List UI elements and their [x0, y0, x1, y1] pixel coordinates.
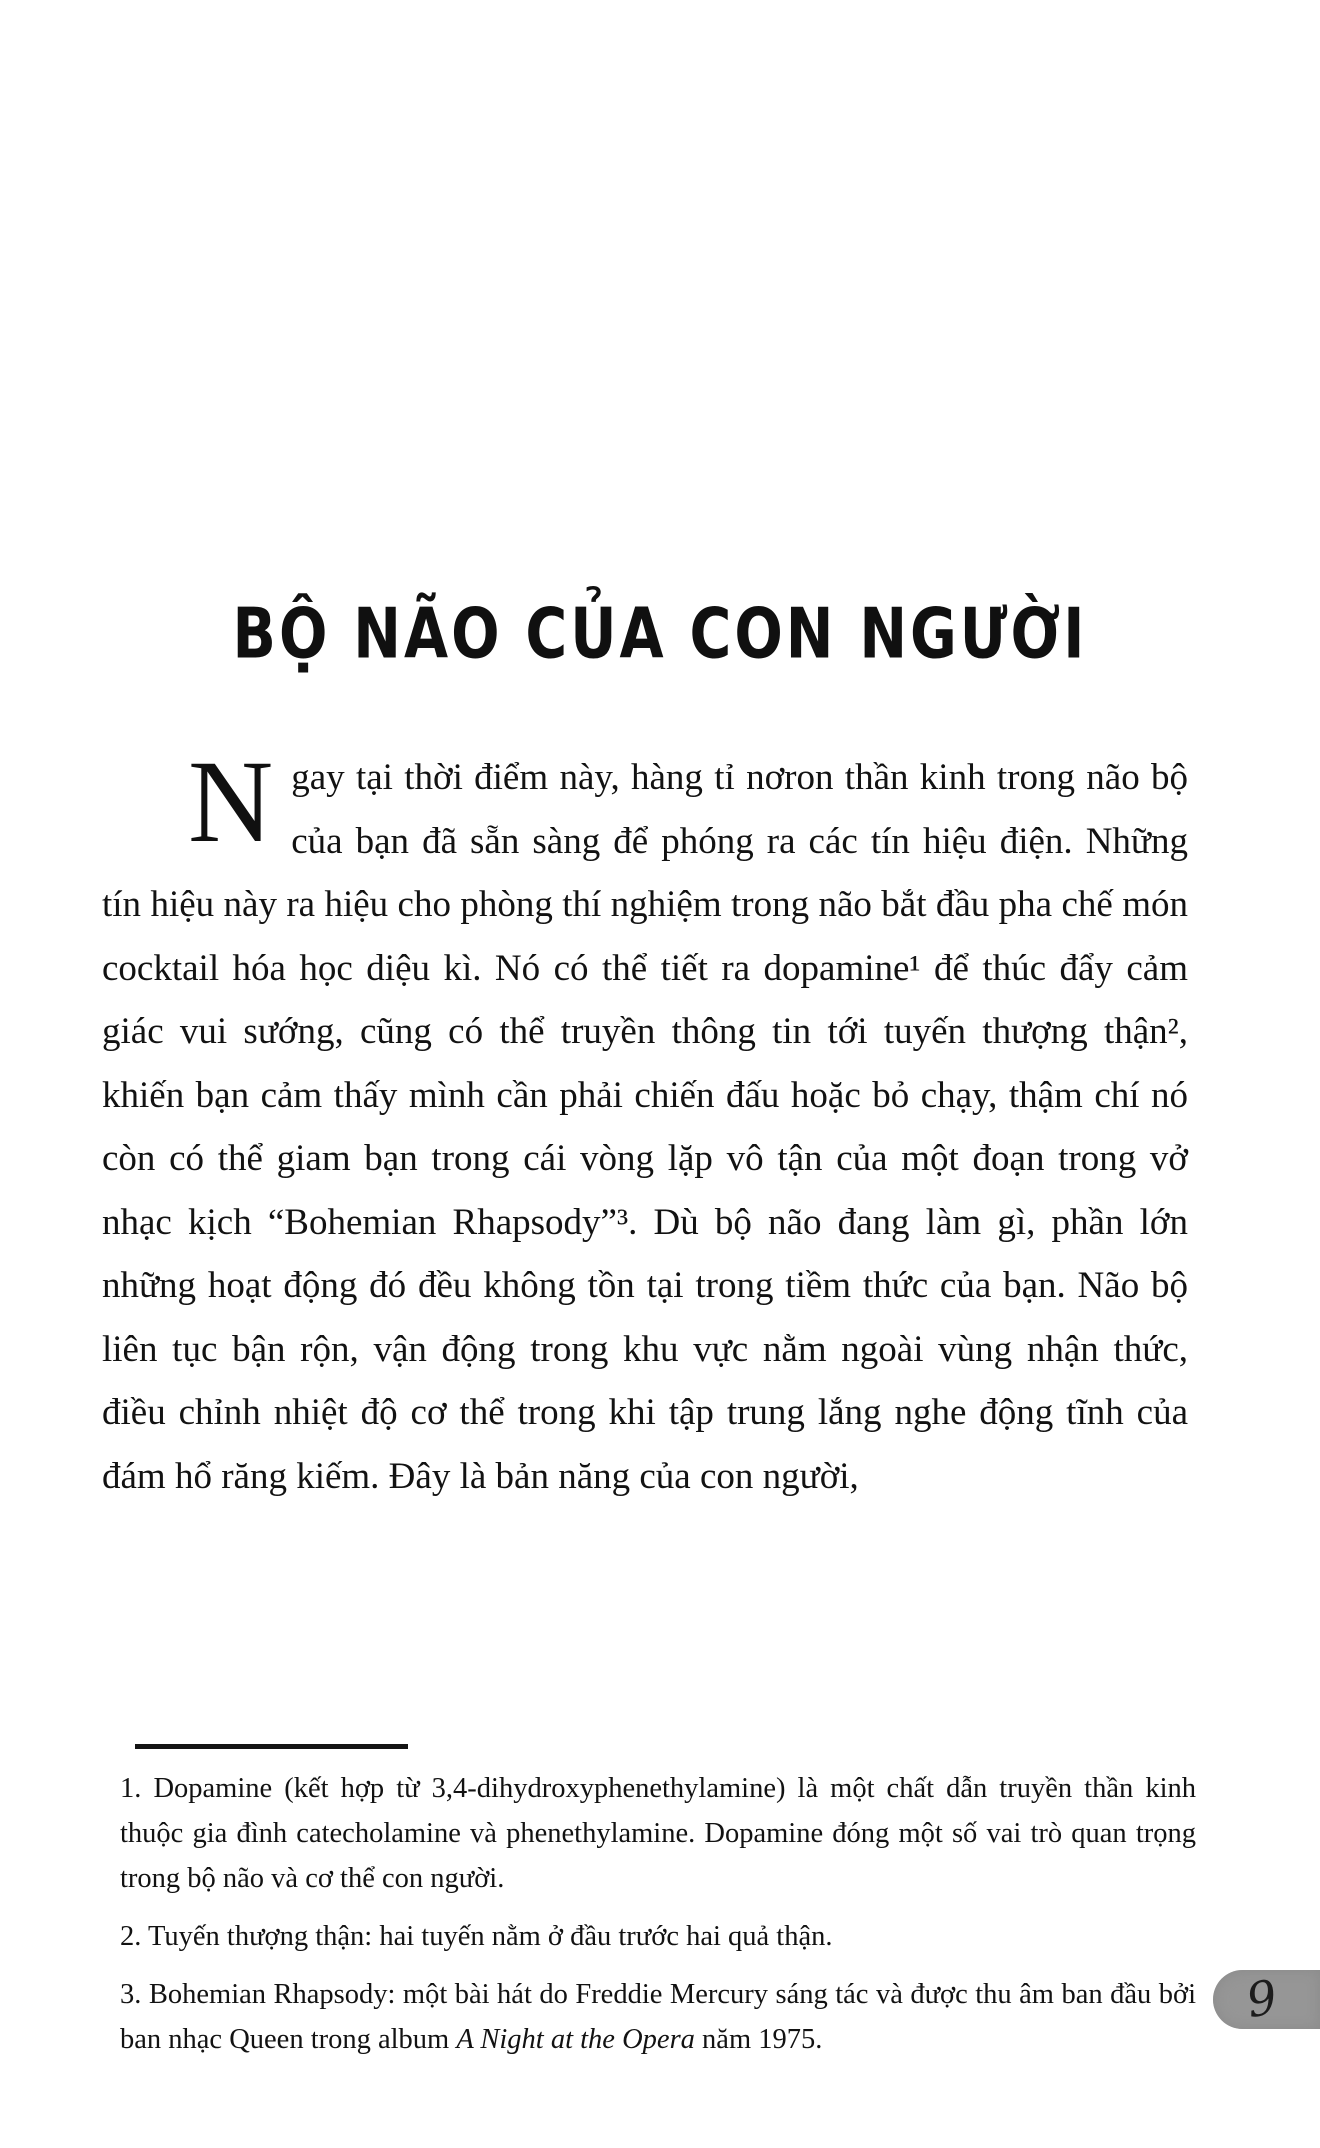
footnote-1: 1. Dopamine (kết hợp từ 3,4-dihydroxyphenethylamine) là một chất dẫn truyền thần kinh thuộc gia đình catecholamine và phenethylamine. Dopamine đóng một số vai trò quan trọng trong bộ não và cơ thể con người.: [120, 1773, 1196, 1894]
paragraph-text: gay tại thời điểm này, hàng tỉ nơron thần kinh trong não bộ của bạn đã sẵn sàng để phóng ra các tín hiệu điện. Những tín hiệu này ra hiệu cho phòng thí nghiệm trong não bắt đầu pha chế món cocktail hóa học diệu kì. Nó có thể tiết ra dopamine¹ để thúc đẩy cảm giác vui sướng, cũng có thể truyền thông tin tới tuyến thượng thận², khiến bạn cảm thấy mình cần phải chiến đấu hoặc bỏ chạy, thậm chí nó còn có thể giam bạn trong cái vòng lặp vô tận của một đoạn trong vở nhạc kịch “Bohemian Rhapsody”³. Dù bộ não đang làm gì, phần lớn những hoạt động đó đều không tồn tại trong tiềm thức của bạn. Não bộ liên tục bận rộn, vận động trong khu vực nằm ngoài vùng nhận thức, điều chỉnh nhiệt độ cơ thể trong khi tập trung lắng nghe động tĩnh của đám hổ răng kiếm. Đây là bản năng của con người,: [102, 757, 1188, 1497]
chapter-paragraph: [102, 736, 1188, 1508]
footnote-2: 2. Tuyến thượng thận: hai tuyến nằm ở đầu trước hai quả thận.: [120, 1921, 833, 1952]
page-number-badge: [1213, 1970, 1320, 2029]
footnote-separator: [135, 1744, 408, 1749]
footnote-3-album-title: A Night at the Opera: [456, 2024, 695, 2055]
footnote-3: [120, 1972, 1196, 2062]
page-number: 9: [1242, 1969, 1282, 2030]
footnote-3-suffix: năm 1975.: [694, 2024, 823, 2055]
footnote-3-text: 3. Bohemian Rhapsody: một bài hát do Freddie Mercury sáng tác và được thu âm ban đầu bởi ban nhạc Queen trong album: [120, 1979, 1196, 2055]
footnotes-block: [120, 1766, 1196, 2062]
chapter-title: BỘ NÃO CỦA CON NGƯỜI: [232, 594, 1088, 675]
drop-cap: N: [188, 736, 274, 867]
